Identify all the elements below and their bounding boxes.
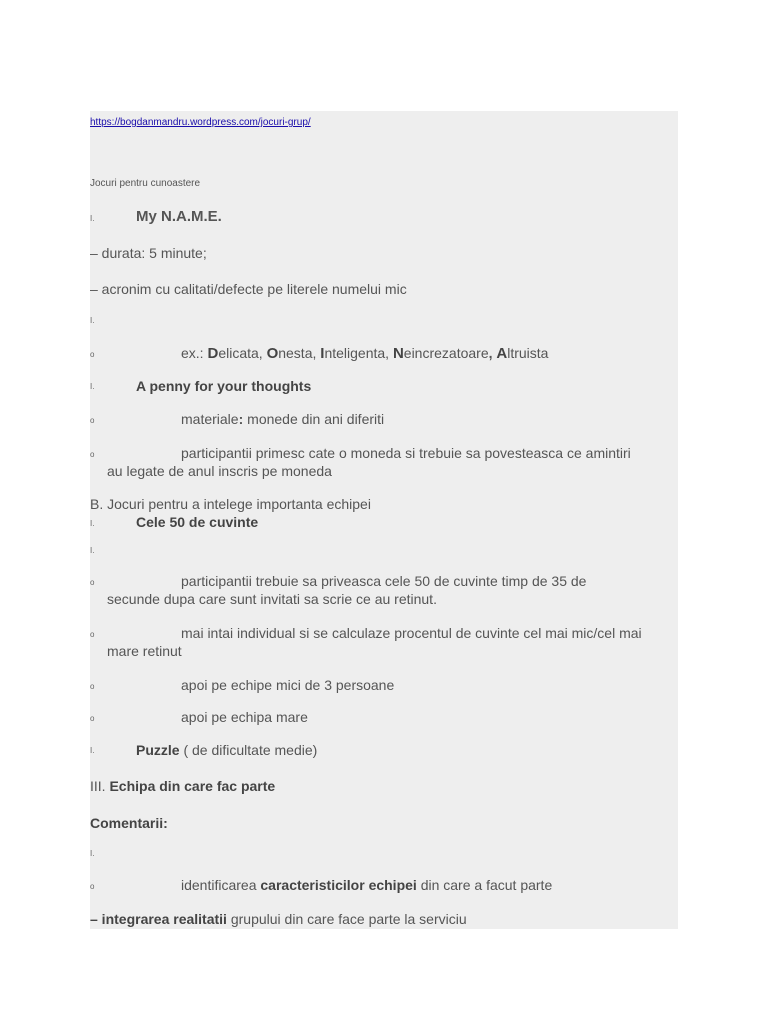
- comment-1-suffix: din care a facut parte: [416, 877, 553, 893]
- bullet-marker: o: [90, 350, 95, 359]
- example-word: nesta: [278, 345, 313, 361]
- acronym-text: – acronim cu calitati/defecte pe literele numelui mic: [90, 281, 407, 297]
- words-item2-1: mai intai individual si se calculaze procentul de cuvinte cel mai mic/cel mai: [181, 625, 642, 641]
- duration-text: – durata: 5 minute;: [90, 245, 207, 261]
- initial-letter: I: [320, 345, 325, 362]
- comments-label: Comentarii:: [90, 815, 168, 831]
- participants-text-2: au legate de anul inscris pe moneda: [107, 463, 332, 479]
- bullet-marker: o: [90, 882, 95, 891]
- source-link-line: [90, 111, 311, 132]
- example-word: ltruista: [507, 345, 549, 361]
- section-iii-prefix: III.: [90, 778, 110, 794]
- game-title-penny: A penny for your thoughts: [136, 378, 312, 394]
- words-item1-2: secunde dupa care sunt invitati sa scrie ce au retinut.: [107, 591, 437, 607]
- list-marker: I.: [90, 519, 95, 528]
- bullet-marker: o: [90, 416, 95, 425]
- list-marker: I.: [90, 214, 95, 223]
- example-prefix: ex.:: [181, 345, 208, 361]
- participants-text-1: participantii primesc cate o moneda si trebuie sa povesteasca ce amintiri: [181, 445, 631, 461]
- list-marker: I.: [90, 849, 95, 858]
- list-marker: I.: [90, 316, 95, 325]
- bullet-marker: o: [90, 578, 95, 587]
- game-title-my-name: My N.A.M.E.: [136, 208, 222, 225]
- bullet-marker: o: [90, 450, 95, 459]
- initial-letter: N: [392, 345, 404, 362]
- comment-1-bold: caracteristicilor echipei: [260, 877, 417, 893]
- puzzle-subtitle: ( de dificultate medie): [179, 742, 318, 758]
- section-iii: [90, 777, 275, 795]
- comment-1: [181, 876, 552, 894]
- section-iii-title: Echipa din care fac parte: [109, 778, 276, 794]
- words-item2-2: mare retinut: [107, 643, 182, 659]
- list-marker: I.: [90, 382, 95, 391]
- list-marker: I.: [90, 746, 95, 755]
- source-link[interactable]: https://bogdanmandru.wordpress.com/jocuri-grup/: [90, 117, 311, 128]
- puzzle-line: [136, 741, 317, 759]
- initial-letter: A: [496, 345, 508, 362]
- words-item1-1: participantii trebuie sa priveasca cele 50 de cuvinte timp de 35 de: [181, 573, 587, 589]
- section-b-title: B. Jocuri pentru a intelege importanta echipei: [90, 496, 371, 512]
- example-word: elicata: [218, 345, 259, 361]
- initial-letter: O: [266, 345, 279, 362]
- words-item3: apoi pe echipe mici de 3 persoane: [181, 677, 395, 693]
- comment-2-suffix: grupului din care face parte la serviciu: [226, 911, 467, 927]
- comment-2-bold: – integrarea realitatii: [90, 911, 227, 927]
- bullet-marker: o: [90, 630, 95, 639]
- game-title-50-words: Cele 50 de cuvinte: [136, 514, 259, 530]
- comment-1-prefix: identificarea: [181, 877, 261, 893]
- words-item4: apoi pe echipa mare: [181, 709, 308, 725]
- comment-2: [90, 910, 467, 928]
- materials-label: materiale: [181, 411, 239, 427]
- bullet-marker: o: [90, 714, 95, 723]
- section-title: Jocuri pentru cunoastere: [90, 178, 201, 189]
- bullet-marker: o: [90, 682, 95, 691]
- materials-value: monede din ani diferiti: [243, 411, 385, 427]
- example-word: nteligenta: [324, 345, 386, 361]
- puzzle-title: Puzzle: [136, 742, 180, 758]
- example-word: eincrezatoare: [403, 345, 489, 361]
- initial-letter: D: [207, 345, 219, 362]
- list-marker: I.: [90, 546, 95, 555]
- example-line: ex.: Delicata, Onesta, Inteligenta, Neincrezatoare, Altruista: [181, 345, 549, 362]
- materials-line: materiale: monede din ani diferiti: [181, 411, 385, 427]
